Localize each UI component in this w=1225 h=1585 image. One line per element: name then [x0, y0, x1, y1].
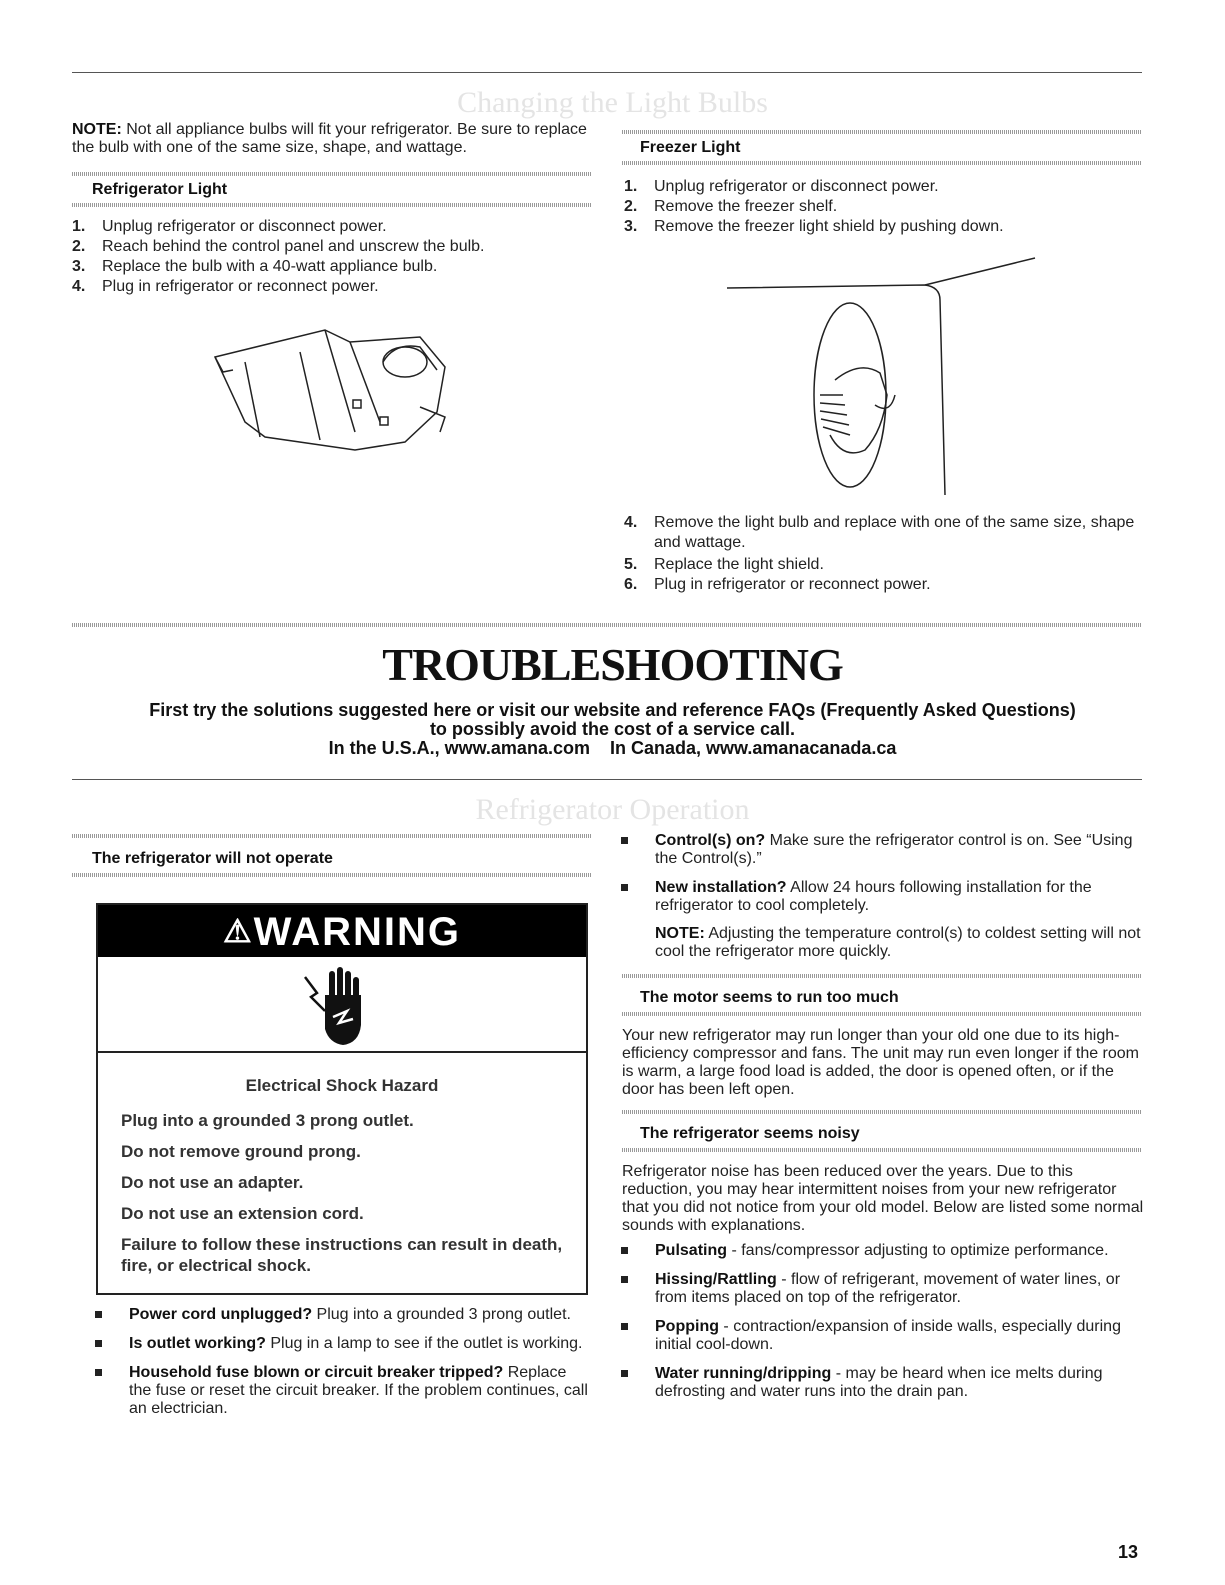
hatch-rule: [72, 873, 592, 877]
electrical-shock-hand-icon: [303, 965, 373, 1047]
noisy-heading: The refrigerator seems noisy: [640, 1125, 860, 1142]
refrigerator-light-heading: Refrigerator Light: [92, 181, 228, 198]
troubleshooting-intro-2: to possibly avoid the cost of a service call.: [429, 719, 796, 739]
list-item: 4. Plug in refrigerator or reconnect power.: [72, 278, 379, 295]
hatch-rule: [72, 623, 1142, 627]
list-item: Hissing/Rattling - flow of refrigerant, movement of water lines, or from items placed on top of the refrigerator.: [619, 1271, 1144, 1307]
list-item: Control(s) on? Make sure the refrigerator control is on. See “Using the Control(s).”: [619, 832, 1144, 868]
noise-list: [619, 1242, 1144, 1412]
hatch-rule: [622, 130, 1142, 134]
hatch-rule: [622, 161, 1142, 165]
page-number: 13: [1118, 1542, 1139, 1562]
note-label: NOTE:: [72, 121, 122, 138]
freezer-light-heading: Freezer Light: [640, 139, 741, 156]
list-item: Popping - contraction/expansion of inside walls, especially during initial cool-down.: [619, 1318, 1144, 1354]
list-item: Power cord unplugged? Plug into a grounded 3 prong outlet.: [93, 1306, 593, 1324]
warning-lines: [121, 1110, 571, 1286]
control-list: [619, 832, 1144, 923]
warning-hazard: Electrical Shock Hazard: [245, 1076, 439, 1095]
motor-heading: The motor seems to run too much: [640, 989, 899, 1006]
warning-triangle-icon: ⚠: [222, 913, 254, 949]
list-item: 5. Replace the light shield.: [624, 556, 824, 573]
section-title-light-bulbs: Changing the Light Bulbs: [457, 86, 768, 119]
freezer-light-steps-b: [624, 513, 1144, 595]
noisy-text: Refrigerator noise has been reduced over the years. Due to this reduction, you may hear intermittent noises from your new refrigerator that you did not notice from your old model. Below are listed some normal sounds with explanations.: [622, 1163, 1144, 1234]
list-item: New installation? Allow 24 hours following installation for the refrigerator to cool completely.: [619, 879, 1144, 915]
hatch-rule: [622, 1148, 1142, 1152]
motor-text: Your new refrigerator may run longer than your old one due to its high-efficiency compressor and fans. The unit may run even longer if the room is warm, a large food load is added, the door is opened often, or if the door has been left open.: [622, 1027, 1140, 1098]
warning-line: Do not remove ground prong.: [121, 1142, 361, 1161]
control-panel-illustration: [205, 322, 455, 452]
list-item: Pulsating - fans/compressor adjusting to optimize performance.: [619, 1242, 1144, 1260]
list-item: Household fuse blown or circuit breaker tripped? Replace the fuse or reset the circuit breaker. If the problem continues, call an electrician.: [93, 1364, 593, 1418]
list-item: 1. Unplug refrigerator or disconnect power.: [624, 178, 939, 195]
list-item: 4. Remove the light bulb and replace with one of the same size, shape and wattage.: [624, 514, 1135, 551]
note-text: Not all appliance bulbs will fit your refrigerator. Be sure to replace the bulb with one of the same size, shape, and wattage.: [72, 121, 587, 156]
list-item: Is outlet working? Plug in a lamp to see if the outlet is working.: [93, 1335, 593, 1353]
not-operate-heading: The refrigerator will not operate: [92, 850, 333, 867]
list-item: 2. Reach behind the control panel and unscrew the bulb.: [72, 238, 485, 255]
list-item: 3. Replace the bulb with a 40-watt appliance bulb.: [72, 258, 438, 275]
troubleshooting-intro-3: In the U.S.A., www.amana.com In Canada, www.amanacanada.ca: [328, 738, 897, 758]
list-item: 3. Remove the freezer light shield by pushing down.: [624, 218, 1004, 235]
top-rule: [72, 72, 1142, 73]
hatch-rule: [72, 172, 592, 176]
note-temperature: NOTE: Adjusting the temperature control(s) to coldest setting will not cool the refrigerator more quickly.: [655, 925, 1141, 960]
warning-line: Do not use an extension cord.: [121, 1204, 364, 1223]
warning-header: ⚠WARNING: [98, 905, 586, 957]
list-item: 6. Plug in refrigerator or reconnect power.: [624, 576, 931, 593]
warning-separator: [98, 1051, 586, 1053]
hatch-rule: [72, 834, 592, 838]
list-item: Water running/dripping - may be heard when ice melts during defrosting and water runs into the drain pan.: [619, 1365, 1144, 1401]
list-item: 2. Remove the freezer shelf.: [624, 198, 838, 215]
hatch-rule: [72, 203, 592, 207]
section-title-refrigerator-operation: Refrigerator Operation: [475, 793, 750, 826]
troubleshooting-intro-1: First try the solutions suggested here or visit our website and reference FAQs (Frequently Asked Questions): [149, 700, 1076, 720]
not-operate-list: [93, 1306, 593, 1429]
warning-line: Failure to follow these instructions can result in death, fire, or electrical shock.: [121, 1235, 563, 1275]
troubleshooting-title: TROUBLESHOOTING: [382, 639, 843, 690]
refrigerator-light-steps: [72, 217, 592, 297]
rule: [72, 779, 1142, 780]
hatch-rule: [622, 1012, 1142, 1016]
list-item: 1. Unplug refrigerator or disconnect power.: [72, 218, 387, 235]
hatch-rule: [622, 1110, 1142, 1114]
warning-line: Plug into a grounded 3 prong outlet.: [121, 1111, 414, 1130]
warning-box: [96, 903, 588, 1295]
hatch-rule: [622, 974, 1142, 978]
warning-line: Do not use an adapter.: [121, 1173, 304, 1192]
freezer-light-shield-illustration: [725, 255, 1045, 495]
note-bulbs: [72, 121, 592, 157]
freezer-light-steps-a: [624, 177, 1144, 237]
